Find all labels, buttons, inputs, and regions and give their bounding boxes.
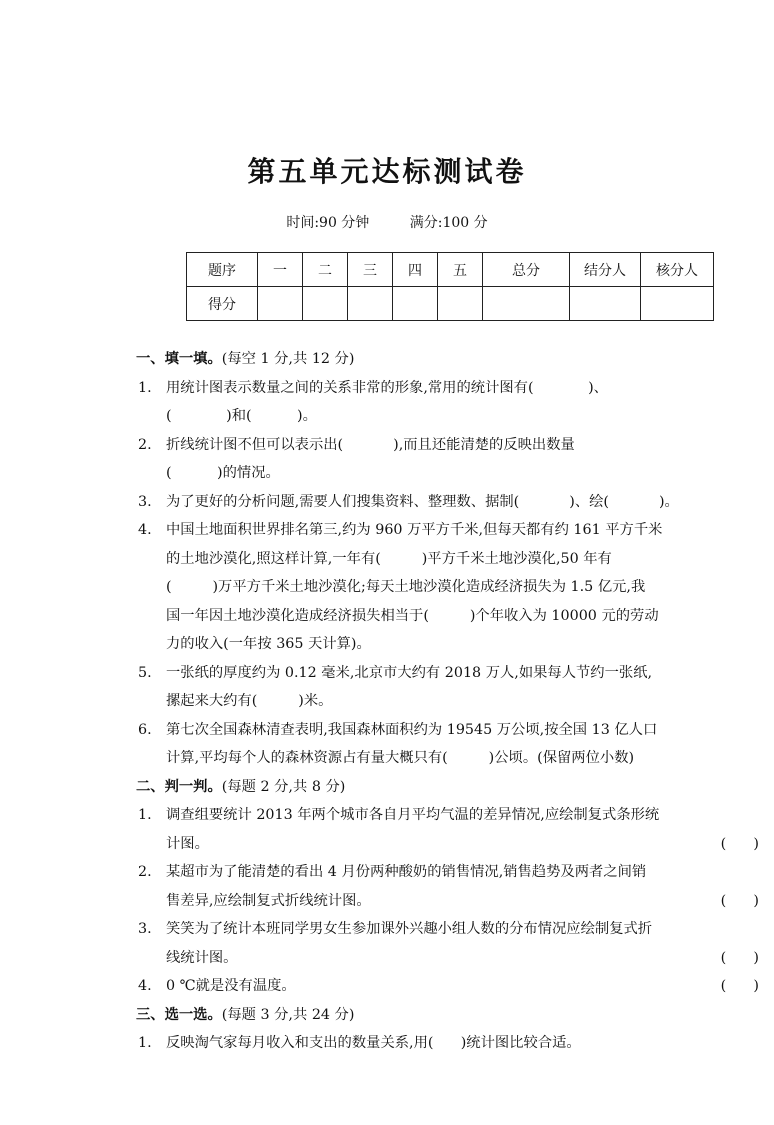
question-line (166, 887, 761, 916)
answer-blank[interactable]: ( ) (720, 892, 759, 909)
page-title: 第五单元达标测试卷 (247, 155, 527, 188)
question (136, 716, 761, 773)
question (136, 801, 761, 858)
section-title: 一、填一填。 (136, 351, 222, 367)
question (136, 488, 761, 517)
section-note: (每空 1 分,共 12 分) (221, 351, 355, 367)
question-line: ( )的情况。 (166, 465, 280, 481)
answer-blank[interactable]: ( ) (720, 949, 759, 966)
question-number: 4. (138, 522, 152, 538)
question-line (166, 944, 761, 973)
question (136, 516, 761, 659)
question-line: 笑笑为了统计本班同学男女生参加课外兴趣小组人数的分布情况应绘制复式折 (166, 921, 653, 937)
score-table-score-row (187, 287, 714, 321)
header-cell: 结分人 (570, 253, 641, 287)
question-line (166, 374, 761, 403)
section-title: 二、判一判。 (136, 778, 222, 795)
question-number: 5. (138, 664, 152, 681)
question-line: 第七次全国森林清查表明,我国森林面积约为 19545 万公顷,按全国 13 亿人口 (166, 721, 658, 738)
answer-blank[interactable]: ( ) (720, 978, 759, 994)
section-title: 三、选一选。 (136, 1006, 222, 1023)
header-cell: 四 (393, 253, 438, 287)
question-line: 中国土地面积世界排名第三,约为 960 万平方千米,但每天都有约 161 平方千米 (166, 522, 663, 538)
question-number: 3. (138, 921, 152, 937)
question-text: 线统计图。 (166, 949, 238, 966)
question-line: ( )和( )。 (166, 408, 317, 424)
question-text: 售差异,应绘制复式折线统计图。 (166, 892, 371, 909)
question-line: ( )万平方千米土地沙漠化;每天土地沙漠化造成经济损失为 1.5 亿元,我 (166, 579, 646, 595)
section-heading (136, 345, 761, 374)
header-cell: 总分 (483, 253, 570, 287)
question-number: 3. (138, 493, 152, 510)
header-cell: 五 (438, 253, 483, 287)
question-line: 力的收入(一年按 365 天计算)。 (166, 636, 371, 652)
question-line: 的土地沙漠化,照这样计算,一年有( )平方千米土地沙漠化,50 年有 (166, 550, 612, 567)
section-heading (136, 773, 761, 802)
exam-meta (0, 212, 774, 232)
exam-content (136, 345, 761, 1058)
question-text: 0 ℃就是没有温度。 (166, 978, 296, 994)
question-text: 用统计图表示数量之间的关系非常的形象,常用的统计图有( (166, 379, 534, 396)
score-cell[interactable] (348, 287, 393, 321)
question (136, 972, 761, 1001)
question-line: 一张纸的厚度约为 0.12 毫米,北京市大约有 2018 万人,如果每人节约一张纸, (166, 664, 653, 681)
score-table-header-row (187, 253, 714, 287)
score-cell[interactable] (303, 287, 348, 321)
question-line (166, 972, 761, 1001)
full-score: 满分:100 分 (409, 215, 488, 231)
question-line: 摞起来大约有( )米。 (166, 693, 333, 709)
question-number: 4. (138, 978, 152, 994)
score-cell[interactable] (258, 287, 303, 321)
question-number: 1. (138, 1035, 152, 1051)
header-cell: 一 (258, 253, 303, 287)
question (136, 374, 761, 431)
header-cell: 三 (348, 253, 393, 287)
question (136, 659, 761, 716)
question (136, 858, 761, 915)
score-cell[interactable] (641, 287, 714, 321)
question-number: 6. (138, 721, 152, 738)
question-number: 2. (138, 436, 152, 453)
score-cell[interactable] (483, 287, 570, 321)
question-line: 国一年因土地沙漠化造成经济损失相当于( )个年收入为 10000 元的劳动 (166, 607, 659, 624)
question (136, 431, 761, 488)
question-line (166, 830, 761, 859)
header-cell: 核分人 (641, 253, 714, 287)
question-line: 计算,平均每个人的森林资源占有量大概只有( )公顷。(保留两位小数) (166, 750, 635, 766)
question-number: 2. (138, 864, 152, 880)
score-cell[interactable] (393, 287, 438, 321)
question-line: 折线统计图不但可以表示出( ),而且还能清楚的反映出数量 (166, 436, 575, 453)
header-cell: 题序 (187, 253, 258, 287)
question-number: 1. (138, 807, 152, 823)
time-limit: 时间:90 分钟 (286, 215, 370, 231)
question-number: 1. (138, 379, 152, 396)
question-text: )、 (533, 379, 608, 396)
header-cell: 二 (303, 253, 348, 287)
row-label-cell: 得分 (187, 287, 258, 321)
question-line: 调查组要统计 2013 年两个城市各自月平均气温的差异情况,应绘制复式条形统 (166, 807, 660, 823)
question (136, 915, 761, 972)
question-line: 某超市为了能清楚的看出 4 月份两种酸奶的销售情况,销售趋势及两者之间销 (166, 864, 647, 880)
section-heading (136, 1001, 761, 1030)
question-line: 反映淘气家每月收入和支出的数量关系,用( )统计图比较合适。 (166, 1035, 581, 1051)
score-cell[interactable] (570, 287, 641, 321)
section-note: (每题 3 分,共 24 分) (221, 1006, 355, 1023)
score-table (186, 252, 714, 321)
question-text: 计图。 (166, 835, 209, 852)
answer-blank[interactable]: ( ) (720, 835, 759, 852)
score-cell[interactable] (438, 287, 483, 321)
section-note: (每题 2 分,共 8 分) (221, 778, 346, 795)
question (136, 1029, 761, 1058)
question-line: 为了更好的分析问题,需要人们搜集资料、整理数、据制( )、绘( )。 (166, 493, 679, 510)
